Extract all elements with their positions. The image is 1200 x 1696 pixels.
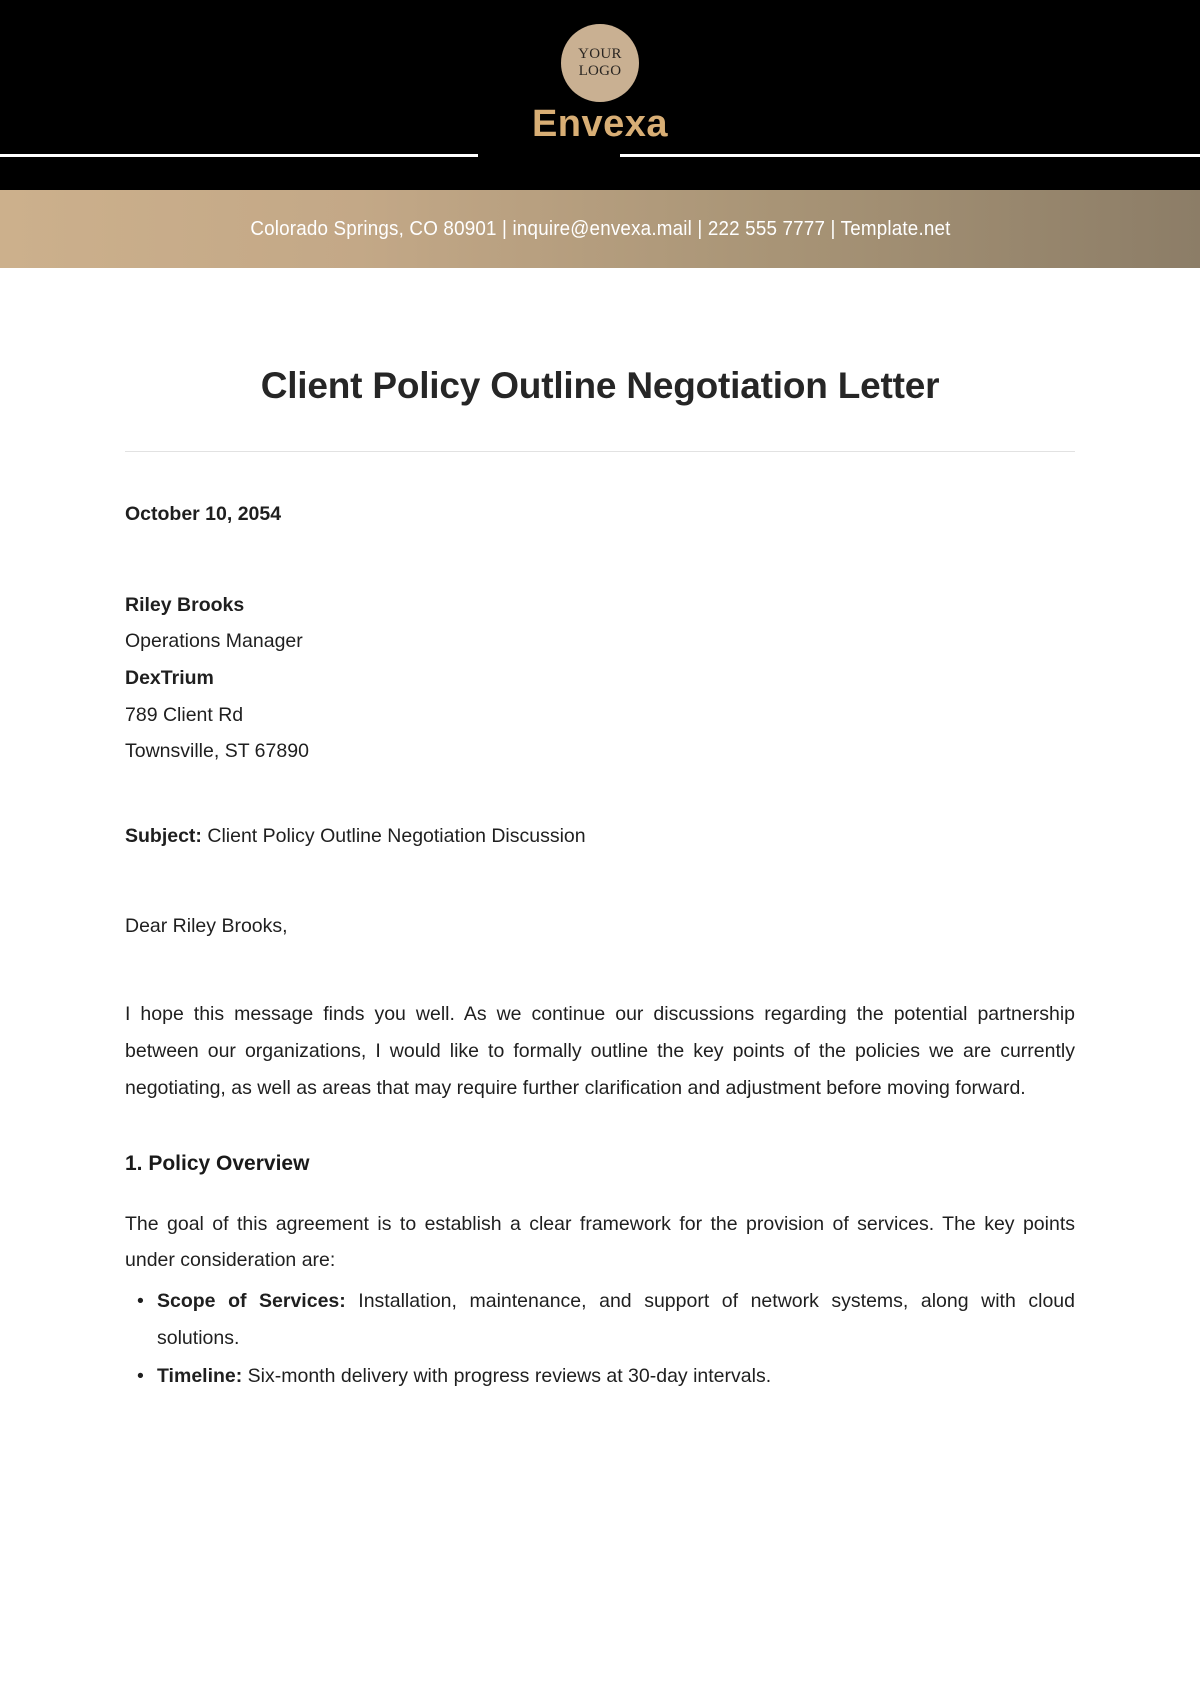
header-rule-left bbox=[0, 154, 478, 157]
salutation: Dear Riley Brooks, bbox=[125, 914, 288, 937]
bullet-label: Scope of Services: bbox=[157, 1290, 346, 1312]
contact-bar bbox=[0, 190, 1200, 268]
bullet-text: Installation, maintenance, and support of network systems, along with cloud solutions. bbox=[157, 1290, 1075, 1349]
header-rule-right bbox=[620, 154, 1200, 157]
letter-content bbox=[125, 496, 1075, 1395]
page-header bbox=[0, 0, 1200, 190]
subject-line bbox=[125, 818, 1075, 855]
bullet-text: Six-month delivery with progress reviews at 30-day intervals. bbox=[242, 1365, 772, 1388]
recipient-company: DexTrium bbox=[125, 666, 214, 689]
list-item bbox=[157, 1283, 1075, 1356]
section-body-policy-overview: The goal of this agreement is to establish a clear framework for the provision of services. The key points under consideration are: bbox=[125, 1212, 1075, 1272]
recipient-job-title: Operations Manager bbox=[125, 630, 303, 653]
bullet-label: Timeline: bbox=[157, 1365, 243, 1388]
recipient-city-state-zip: Townsville, ST 67890 bbox=[125, 740, 309, 763]
logo-text-line2: LOGO bbox=[578, 63, 622, 79]
list-item bbox=[157, 1358, 1075, 1395]
section-heading-policy-overview: 1. Policy Overview bbox=[125, 1152, 310, 1176]
intro-paragraph: I hope this message finds you well. As we continue our discussions regarding the potential partnership between our organizations, I would like to formally outline the key points of the policies we are currently negotiating, as well as areas that may require further clarification and adjustment before moving forward. bbox=[125, 1003, 1075, 1099]
letter-date: October 10, 2054 bbox=[125, 503, 282, 525]
brand-wordmark: Envexa bbox=[531, 103, 669, 145]
logo-text-line1: YOUR bbox=[578, 46, 622, 63]
document-body bbox=[0, 365, 1200, 1395]
logo-badge bbox=[561, 24, 639, 102]
subject-value: Client Policy Outline Negotiation Discussion bbox=[207, 824, 586, 847]
policy-overview-bullet-list bbox=[125, 1283, 1075, 1395]
contact-line: Colorado Springs, CO 80901 | inquire@envexa.mail | 222 555 7777 | Template.net bbox=[249, 217, 951, 240]
recipient-name: Riley Brooks bbox=[125, 593, 245, 616]
recipient-block bbox=[125, 587, 1075, 770]
page-title: Client Policy Outline Negotiation Letter bbox=[260, 365, 940, 406]
recipient-street: 789 Client Rd bbox=[125, 703, 244, 726]
title-divider bbox=[125, 451, 1075, 452]
subject-label: Subject: bbox=[125, 824, 202, 847]
